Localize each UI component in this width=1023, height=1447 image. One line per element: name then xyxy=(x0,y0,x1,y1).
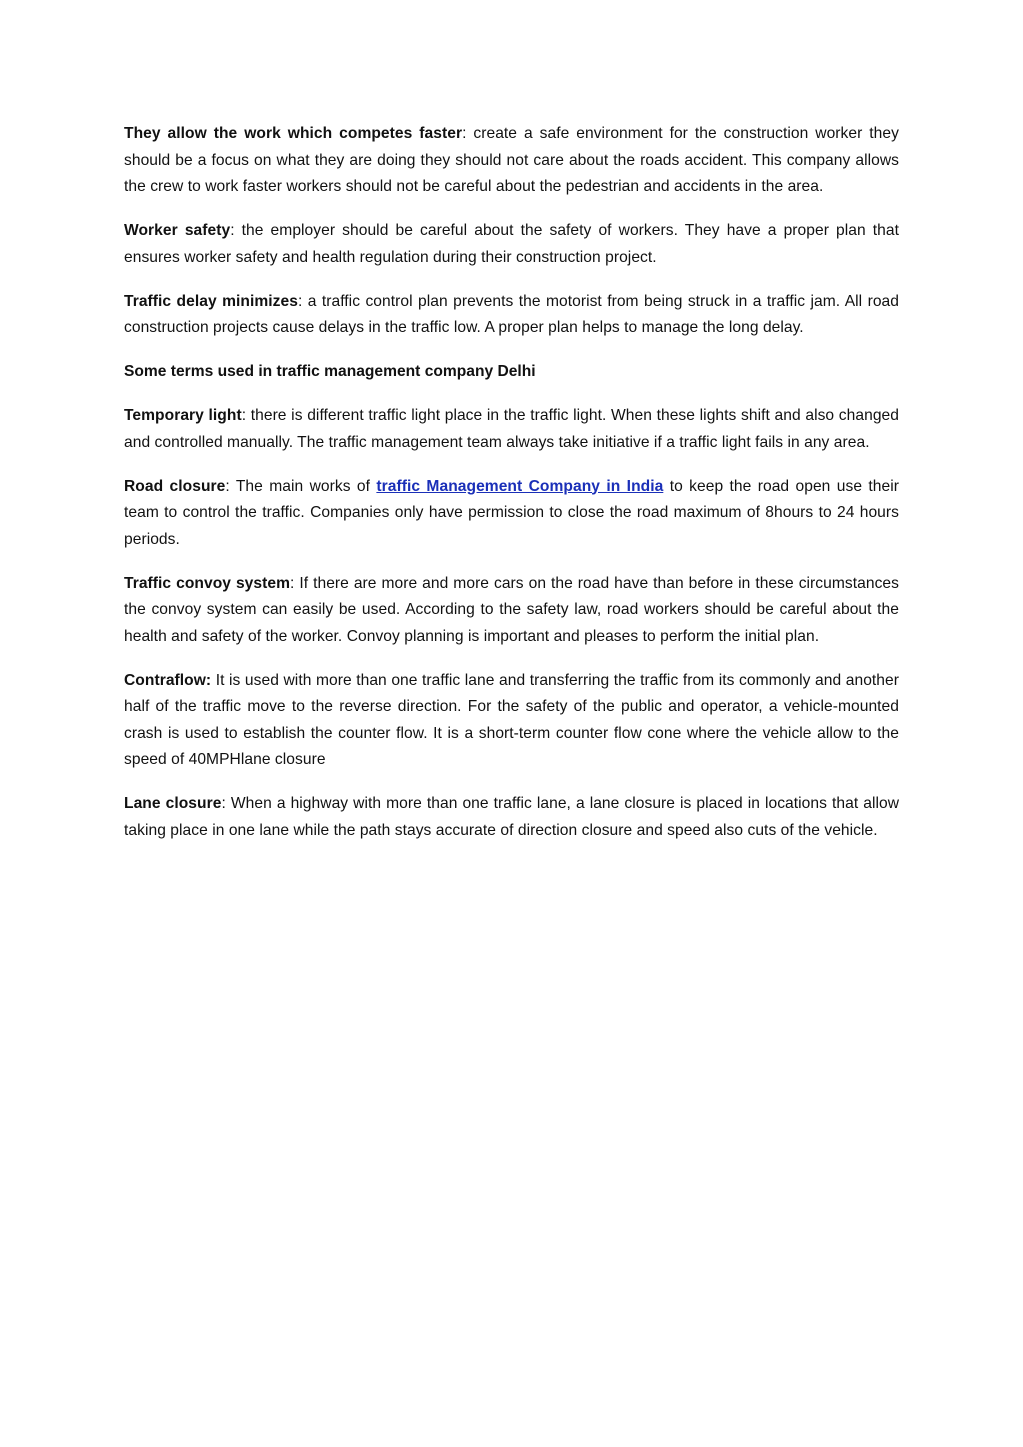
paragraph-work-faster xyxy=(124,121,899,201)
paragraph-traffic-delay xyxy=(124,289,899,342)
paragraph-text: : When a highway with more than one traffic lane, a lane closure is placed in locations that allow taking place in one lane while the path stays accurate of direction closure and speed also cuts of the vehicle. xyxy=(124,795,900,839)
term-road-closure: Road closure xyxy=(124,477,226,495)
paragraph-text: : If there are more and more cars on the road have than before in these circumstances the convoy system can easily be used. According to the safety law, road workers should be careful about the health and safety of the worker. Convoy planning is important and pleases to perform the initial plan. xyxy=(124,574,899,645)
paragraph-text: : the employer should be careful about the safety of workers. They have a proper plan that ensures worker safety and health regulation during their construction project. xyxy=(124,222,899,266)
paragraph-text: It is used with more than one traffic lane and transferring the traffic from its commonly and another half of the traffic move to the reverse direction. For the safety of the public and operator, a vehicle-mounted crash is used to establish the counter flow. It is a short-term counter flow cone where the vehicle allow to the speed of 40MPHlane closure xyxy=(124,671,899,768)
paragraph-text: : there is different traffic light place in the traffic light. When these lights shift and also changed and controlled manually. The traffic management team always take initiative if a traffic light fails in any area. xyxy=(124,407,899,451)
traffic-management-link[interactable]: traffic Management Company in India xyxy=(376,477,664,495)
term-convoy-system: Traffic convoy system xyxy=(124,574,291,592)
term-lane-closure: Lane closure xyxy=(124,795,222,812)
document-body xyxy=(124,121,899,862)
paragraph-convoy-system xyxy=(124,571,899,651)
term-traffic-delay: Traffic delay minimizes xyxy=(124,292,298,310)
term-contraflow: Contraflow: xyxy=(124,671,212,689)
term-worker-safety: Worker safety xyxy=(124,222,231,239)
paragraph-text: : The main works of xyxy=(225,477,377,495)
paragraph-contraflow xyxy=(124,668,899,774)
paragraph-road-closure xyxy=(124,474,899,554)
paragraph-lane-closure xyxy=(124,791,899,844)
paragraph-worker-safety xyxy=(124,218,899,271)
term-work-faster: They allow the work which competes faster xyxy=(124,125,463,142)
paragraph-temporary-light xyxy=(124,403,899,456)
paragraph-text: to keep the road open use their team to control the traffic. Companies only have permission to close the road maximum of 8hours to 24 hours periods. xyxy=(124,477,899,548)
section-heading: Some terms used in traffic management company Delhi xyxy=(124,363,536,380)
paragraph-text: : create a safe environment for the construction worker they should be a focus on what they are doing they should not care about the roads accident. This company allows the crew to work faster workers should not be careful about the pedestrian and accidents in the area. xyxy=(124,125,899,195)
term-temporary-light: Temporary light xyxy=(124,407,242,424)
paragraph-text: : a traffic control plan prevents the motorist from being struck in a traffic jam. All road construction projects cause delays in the traffic low. A proper plan helps to manage the long delay. xyxy=(124,292,899,336)
